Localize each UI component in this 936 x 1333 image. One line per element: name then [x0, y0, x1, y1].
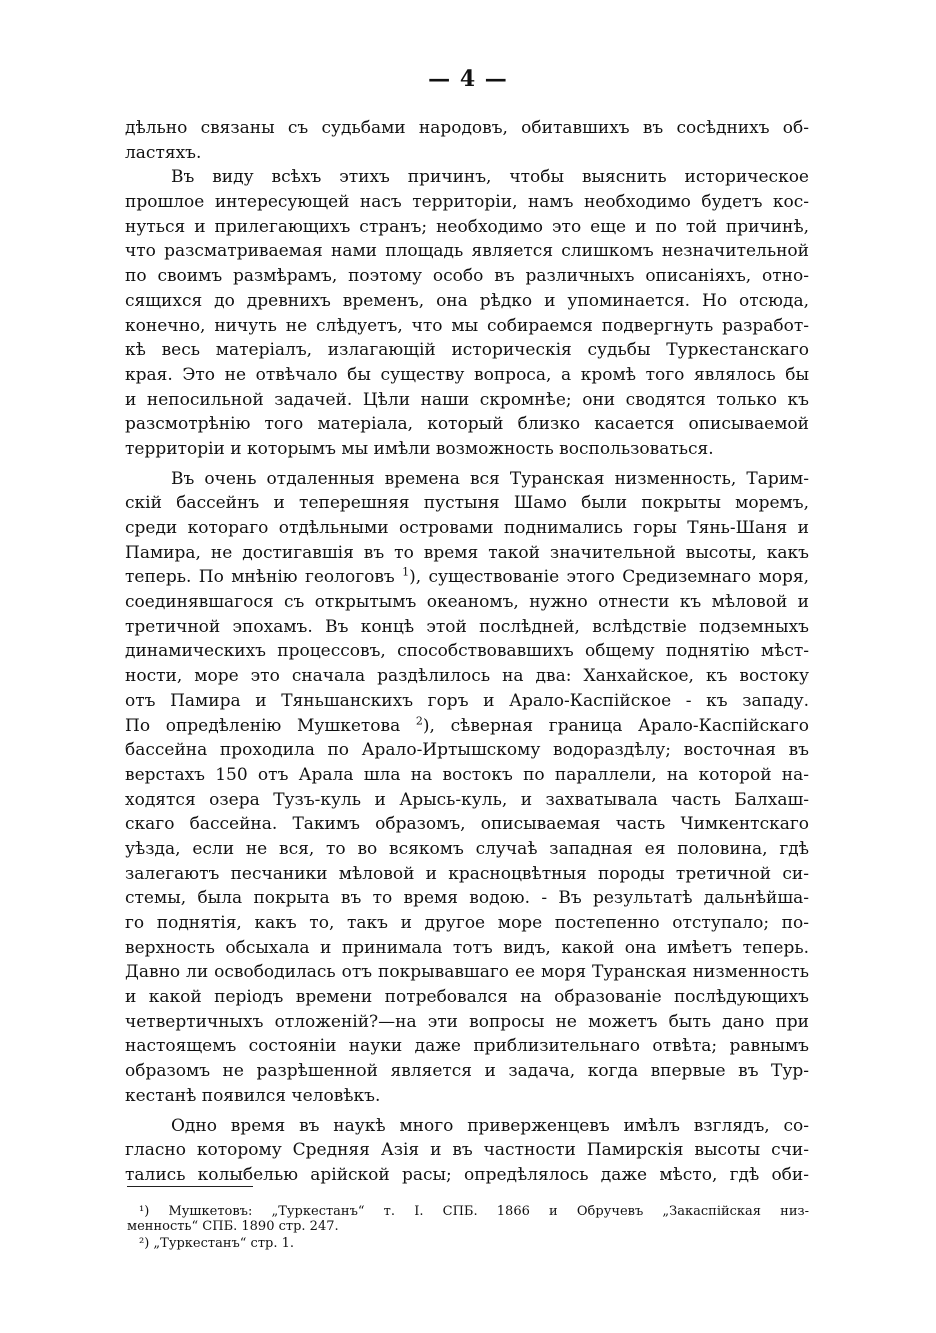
- text-line: Въ виду всѣхъ этихъ причинъ, чтобы выяснить историческое: [171, 167, 809, 188]
- text-line: гласно которому Средняя Азія и въ частности Памирскія высоты счи-: [125, 1140, 809, 1161]
- footnote-ref-1: 1: [402, 565, 410, 579]
- text-line: залегаютъ песчаники мѣловой и красноцвѣтныя породы третичной си-: [125, 863, 809, 884]
- text-line: скаго бассейна. Такимъ образомъ, описываемая часть Чимкентскаго: [125, 814, 809, 835]
- text-line: верхность обсыхала и принимала тотъ видъ, какой она имѣетъ теперь.: [125, 937, 809, 958]
- text-line: Давно ли освободилась отъ покрывавшаго ее моря Туранская низменность: [125, 962, 809, 983]
- text-line: ластяхъ.: [125, 142, 202, 163]
- text-line: отъ Памира и Тяньшанскихъ горъ и Арало-Каспійское - къ западу.: [125, 690, 809, 711]
- text-line: сящихся до древнихъ временъ, она рѣдко и упоминается. Но отсюда,: [125, 290, 809, 311]
- text-line: среди котораго отдѣльными островами поднимались горы Тянь-Шаня и: [125, 518, 809, 538]
- text-line: Въ очень отдаленныя времена вся Туранская низменность, Тарим-: [171, 468, 809, 489]
- text-line: Одно время въ наукѣ много приверженцевъ имѣлъ взглядъ, со-: [171, 1115, 809, 1136]
- text-line: тались колыбелью арійской расы; опредѣлялось даже мѣсто, гдѣ оби-: [125, 1164, 809, 1185]
- text-line: ности, море это сначала раздѣлилось на два: Ханхайское, къ востоку: [125, 666, 809, 687]
- footnote-ref-2: 2: [415, 713, 423, 727]
- text-line: стемы, была покрыта въ то время водою. - Въ результатѣ дальнѣйша-: [125, 888, 809, 909]
- text-line: Памира, не достигавшія въ то время такой значительной высоты, какъ: [125, 542, 809, 563]
- text-segment: ), сѣверная граница Арало-Каспійскаго: [422, 715, 809, 736]
- text-line: третичной эпохамъ. Въ концѣ этой послѣдней, вслѣдствіе подземныхъ: [125, 616, 809, 637]
- text-line: бассейна проходила по Арало-Иртышскому водораздѣлу; восточная въ: [125, 740, 809, 761]
- text-line: нуться и прилегающихъ странъ; необходимо это еще и по той причинѣ,: [125, 216, 809, 237]
- text-line: динамическихъ процессовъ, способствовавшихъ общему поднятію мѣст-: [125, 641, 809, 662]
- text-line: верстахъ 150 отъ Арала шла на востокъ по параллели, на которой на-: [125, 764, 809, 785]
- text-line: территоріи и которымъ мы имѣли возможность воспользоваться.: [125, 438, 714, 459]
- text-line: [125, 565, 809, 590]
- text-line: настоящемъ состояніи науки даже приблизительнаго отвѣта; равнымъ: [125, 1036, 809, 1057]
- text-line: скій бассейнъ и теперешняя пустыня Шамо были покрыты моремъ,: [125, 493, 809, 514]
- body-text: [125, 116, 809, 1188]
- text-line: четвертичныхъ отложеній?—на эти вопросы не можетъ быть дано при: [125, 1011, 809, 1032]
- text-line: и непосильной задачей. Цѣли наши скромнѣе; они сводятся только къ: [125, 389, 809, 410]
- text-line: уѣзда, если не вся, то во всякомъ случаѣ западная ея половина, гдѣ: [125, 838, 809, 859]
- text-line: кѣ весь матеріалъ, излагающій историческія судьбы Туркестанскаго: [125, 340, 809, 361]
- page-number: — 4 —: [428, 66, 508, 92]
- text-line: дѣльно связаны съ судьбами народовъ, обитавшихъ въ сосѣднихъ об-: [125, 118, 809, 138]
- text-line: по своимъ размѣрамъ, поэтому особо въ различныхъ описаніяхъ, отно-: [125, 266, 809, 287]
- footnote-1-continued: менность“ СПБ. 1890 стр. 247.: [127, 1219, 339, 1234]
- text-line: что разсматриваемая нами площадь является слишкомъ незначительной: [125, 241, 809, 262]
- text-line: образомъ не разрѣшенной является и задача, когда впервые въ Тур-: [125, 1061, 809, 1082]
- text-line: прошлое интересующей насъ территоріи, намъ необходимо будетъ кос-: [125, 192, 809, 213]
- text-line: [125, 714, 809, 739]
- footnotes: [127, 1205, 809, 1252]
- footnote-1: ¹) Мушкетовъ: „Туркестанъ“ т. I. СПБ. 1866 и Обручевъ „Закаспійская низ-: [139, 1205, 809, 1219]
- text-line: конечно, ничуть не слѣдуетъ, что мы собираемся подвергнуть разработ-: [125, 315, 809, 336]
- text-line: соединявшагося съ открытымъ океаномъ, нужно отнести къ мѣловой и: [125, 592, 809, 613]
- text-line: разсмотрѣнію того матеріала, который близко касается описываемой: [125, 414, 809, 435]
- footnote-divider: [127, 1186, 253, 1187]
- text-line: ходятся озера Тузъ-куль и Арысь-куль, и захватывала часть Балхаш-: [125, 789, 809, 810]
- text-segment: теперь. По мнѣнію геологовъ: [125, 567, 403, 588]
- text-line: го поднятія, какъ то, такъ и другое море постепенно отступало; по-: [125, 913, 809, 933]
- text-segment: По опредѣленію Мушкетова: [125, 715, 416, 736]
- footnote-2: ²) „Туркестанъ“ стр. 1.: [139, 1237, 295, 1251]
- text-segment: ), существованіе этого Средиземнаго моря,: [409, 567, 809, 588]
- text-line: и какой періодъ времени потребовался на образованіе послѣдующихъ: [125, 987, 809, 1008]
- text-line: кестанѣ появился человѣкъ.: [125, 1085, 381, 1106]
- text-line: края. Это не отвѣчало бы существу вопроса, а кромѣ того являлось бы: [125, 364, 809, 385]
